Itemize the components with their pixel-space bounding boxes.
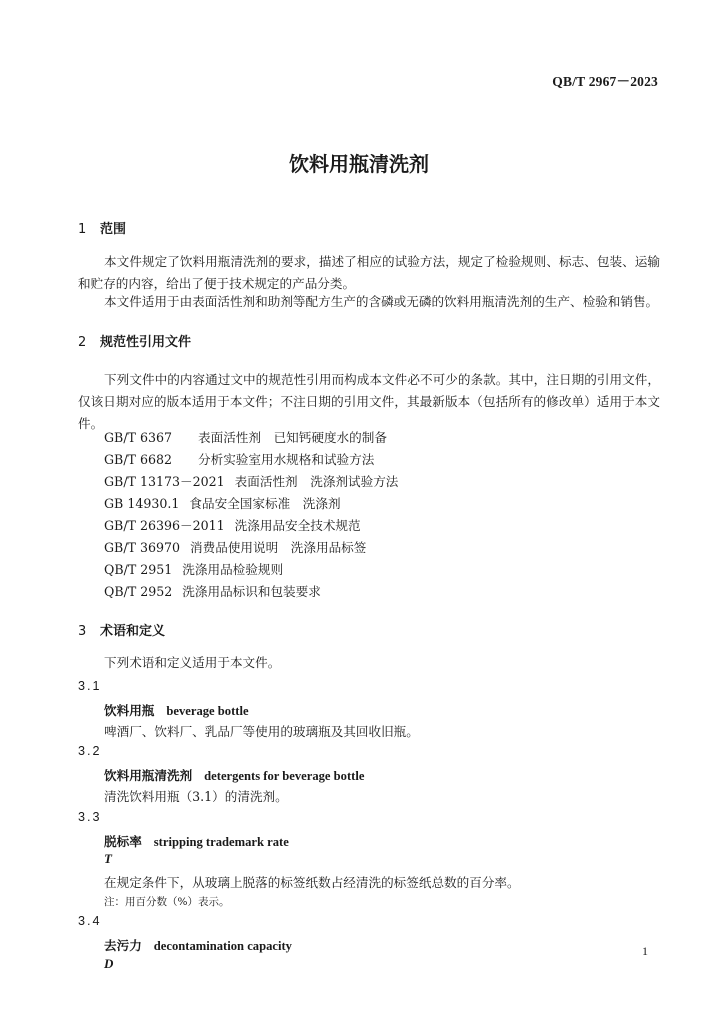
reference-item bbox=[104, 559, 283, 578]
term-zh: 饮料用瓶清洗剂 bbox=[104, 768, 193, 783]
document-code: QB/T 2967－2023 bbox=[552, 74, 658, 89]
term-name bbox=[104, 700, 249, 719]
section-1-number: 1 bbox=[78, 222, 87, 237]
section-2-intro bbox=[78, 369, 660, 435]
section-3-intro: 下列术语和定义适用于本文件。 bbox=[104, 655, 281, 670]
term-name bbox=[104, 765, 364, 784]
term-zh: 脱标率 bbox=[104, 834, 142, 849]
term-zh: 去污力 bbox=[104, 938, 142, 953]
term-name bbox=[104, 935, 292, 954]
reference-code: GB/T 6367 bbox=[104, 430, 173, 445]
term-symbol: T bbox=[104, 851, 112, 866]
term-definition: 清洗饮料用瓶（3.1）的清洗剂。 bbox=[104, 789, 288, 804]
reference-code: GB/T 36970 bbox=[104, 540, 181, 555]
reference-item bbox=[104, 581, 321, 600]
reference-item bbox=[104, 515, 361, 534]
scope-text-1: 本文件规定了饮料用瓶清洗剂的要求，描述了相应的试验方法，规定了检验规则、标志、包装、运输和贮存的内容，给出了便于技术规定的产品分类。 bbox=[78, 254, 660, 291]
reference-title: 表面活性剂 洗涤剂试验方法 bbox=[234, 474, 399, 489]
reference-title: 消费品使用说明 洗涤用品标签 bbox=[190, 540, 367, 555]
term-number: 3.1 bbox=[78, 679, 102, 693]
section-3-number: 3 bbox=[78, 624, 87, 639]
term-number: 3.3 bbox=[78, 810, 102, 824]
term-definition: 在规定条件下，从玻璃上脱落的标签纸数占经清洗的标签纸总数的百分率。 bbox=[104, 875, 520, 890]
document-title: 饮料用瓶清洗剂 bbox=[289, 152, 429, 176]
section-2-number: 2 bbox=[78, 335, 87, 350]
term-symbol: D bbox=[104, 956, 114, 971]
reference-code: GB/T 26396－2011 bbox=[104, 518, 225, 533]
term-en: detergents for beverage bottle bbox=[204, 769, 365, 783]
reference-title: 洗涤用品安全技术规范 bbox=[234, 518, 361, 533]
section-2-title: 规范性引用文件 bbox=[100, 335, 192, 350]
reference-title: 洗涤用品检验规则 bbox=[182, 562, 284, 577]
term-en: stripping trademark rate bbox=[153, 835, 289, 849]
term-number: 3.2 bbox=[78, 744, 102, 758]
page-number: 1 bbox=[642, 944, 648, 958]
reference-title: 食品安全国家标准 洗涤剂 bbox=[189, 496, 341, 511]
section-1-heading bbox=[78, 218, 126, 237]
section-1-paragraph-1 bbox=[78, 251, 660, 295]
reference-title: 表面活性剂 已知钙硬度水的制备 bbox=[198, 430, 387, 445]
reference-code: QB/T 2951 bbox=[104, 562, 173, 577]
reference-item bbox=[104, 537, 366, 556]
section-3-heading bbox=[78, 620, 165, 639]
term-name bbox=[104, 831, 289, 850]
section-1-title: 范围 bbox=[100, 222, 127, 237]
reference-item bbox=[104, 449, 374, 468]
reference-item bbox=[104, 493, 341, 512]
term-definition: 啤酒厂、饮料厂、乳品厂等使用的玻璃瓶及其回收旧瓶。 bbox=[104, 724, 419, 739]
reference-code: GB 14930.1 bbox=[104, 496, 180, 511]
reference-code: QB/T 2952 bbox=[104, 584, 173, 599]
reference-title: 洗涤用品标识和包装要求 bbox=[182, 584, 321, 599]
section-1-paragraph-2 bbox=[78, 291, 660, 313]
term-en: beverage bottle bbox=[166, 704, 249, 718]
term-zh: 饮料用瓶 bbox=[104, 703, 155, 718]
term-note: 注：用百分数（%）表示。 bbox=[104, 896, 230, 908]
term-en: decontamination capacity bbox=[153, 939, 292, 953]
scope-text-2: 本文件适用于由表面活性剂和助剂等配方生产的含磷或无磷的饮料用瓶清洗剂的生产、检验和销售。 bbox=[104, 294, 659, 309]
reference-item bbox=[104, 427, 387, 446]
reference-title: 分析实验室用水规格和试验方法 bbox=[198, 452, 375, 467]
term-number: 3.4 bbox=[78, 914, 102, 928]
reference-item bbox=[104, 471, 398, 490]
reference-code: GB/T 13173－2021 bbox=[104, 474, 225, 489]
section-2-heading bbox=[78, 331, 191, 350]
reference-code: GB/T 6682 bbox=[104, 452, 173, 467]
section-3-title: 术语和定义 bbox=[100, 624, 166, 639]
normative-intro-text: 下列文件中的内容通过文中的规范性引用而构成本文件必不可少的条款。其中，注日期的引用文件，仅该日期对应的版本适用于本文件；不注日期的引用文件，其最新版本（包括所有的修改单）适用于本文件。 bbox=[78, 372, 660, 431]
